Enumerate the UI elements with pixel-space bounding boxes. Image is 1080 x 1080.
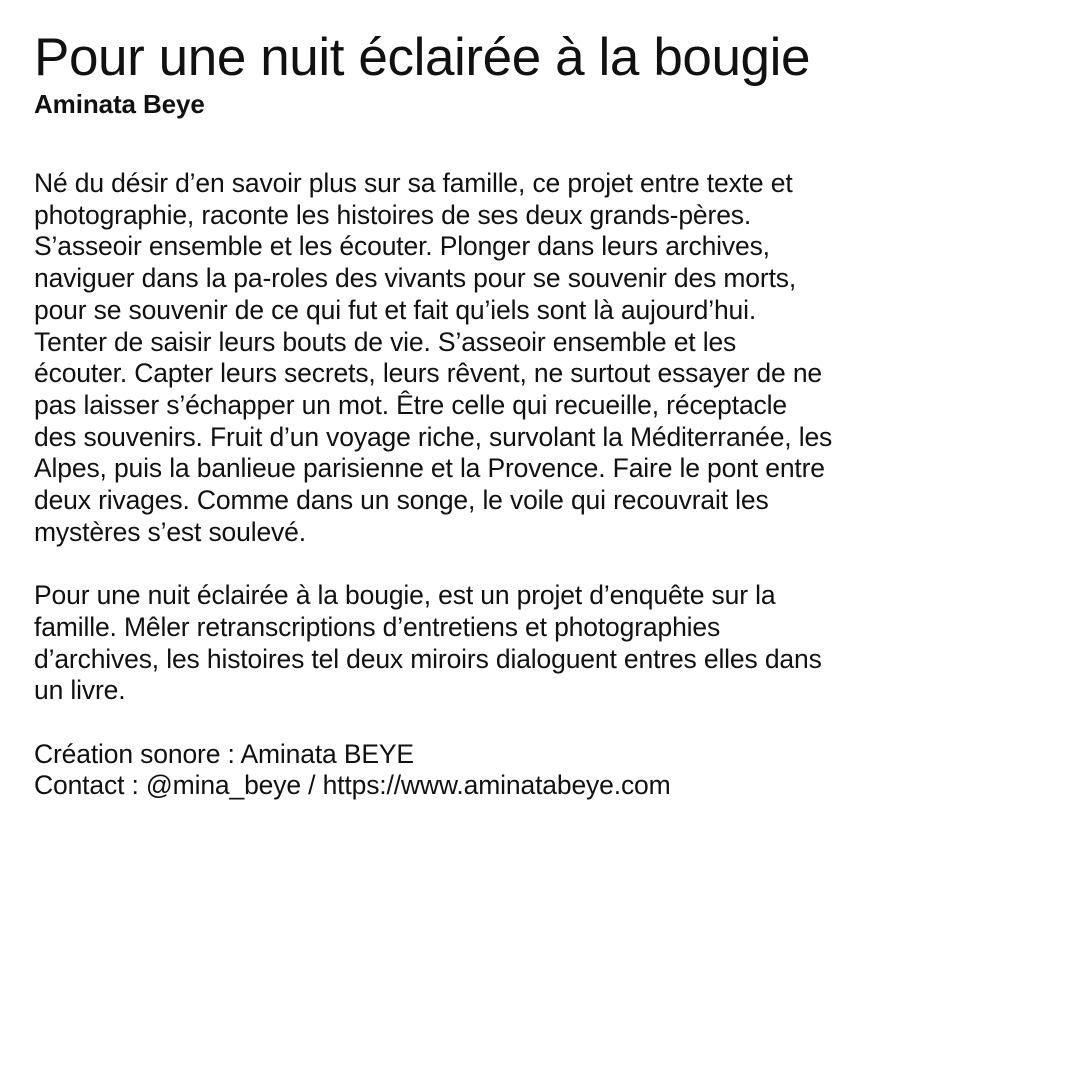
text-line: d’archives, les histoires tel deux miroirs dialoguent entres elles dans xyxy=(34,643,822,674)
paragraph-1 xyxy=(34,168,1054,548)
text-line: Alpes, puis la banlieue parisienne et la Provence. Faire le pont entre xyxy=(34,453,825,484)
document-body xyxy=(34,168,1054,802)
credits-section xyxy=(34,739,1054,802)
text-line: des souvenirs. Fruit d’un voyage riche, survolant la Méditerranée, les xyxy=(34,421,833,452)
text-line: famille. Mêler retranscriptions d’entretiens et photographies xyxy=(34,611,721,642)
text-line: Né du désir d’en savoir plus sur sa famille, ce projet entre texte et xyxy=(34,168,793,198)
text-line: un livre. xyxy=(34,675,126,706)
paragraph-2 xyxy=(34,580,1054,707)
text-line: écouter. Capter leurs secrets, leurs rêvent, ne surtout essayer de ne xyxy=(34,358,823,389)
paragraph-spacer xyxy=(34,548,1054,580)
paragraph-spacer xyxy=(34,707,1054,739)
author-name: Aminata Beye xyxy=(34,89,205,119)
document-page xyxy=(34,28,1054,802)
text-line: photographie, raconte les histoires de ses deux grands-pères. xyxy=(34,199,752,230)
text-line: Pour une nuit éclairée à la bougie, est un projet d’enquête sur la xyxy=(34,580,776,611)
contact-info: Contact : @mina_beye / https://www.aminatabeye.com xyxy=(34,770,671,801)
text-line: deux rivages. Comme dans un songe, le voile qui recouvrait les xyxy=(34,485,769,516)
sound-credit: Création sonore : Aminata BEYE xyxy=(34,738,414,769)
text-line: pas laisser s’échapper un mot. Être celle qui recueille, réceptacle xyxy=(34,389,787,420)
text-line: naviguer dans la pa-roles des vivants pour se souvenir des morts, xyxy=(34,263,797,294)
text-line: mystères s’est soulevé. xyxy=(34,516,306,547)
page-title: Pour une nuit éclairée à la bougie xyxy=(34,28,811,87)
text-line: Tenter de saisir leurs bouts de vie. S’asseoir ensemble et les xyxy=(34,326,737,357)
text-line: pour se souvenir de ce qui fut et fait qu’iels sont là aujourd’hui. xyxy=(34,294,757,325)
text-line: S’asseoir ensemble et les écouter. Plonger dans leurs archives, xyxy=(34,231,770,262)
